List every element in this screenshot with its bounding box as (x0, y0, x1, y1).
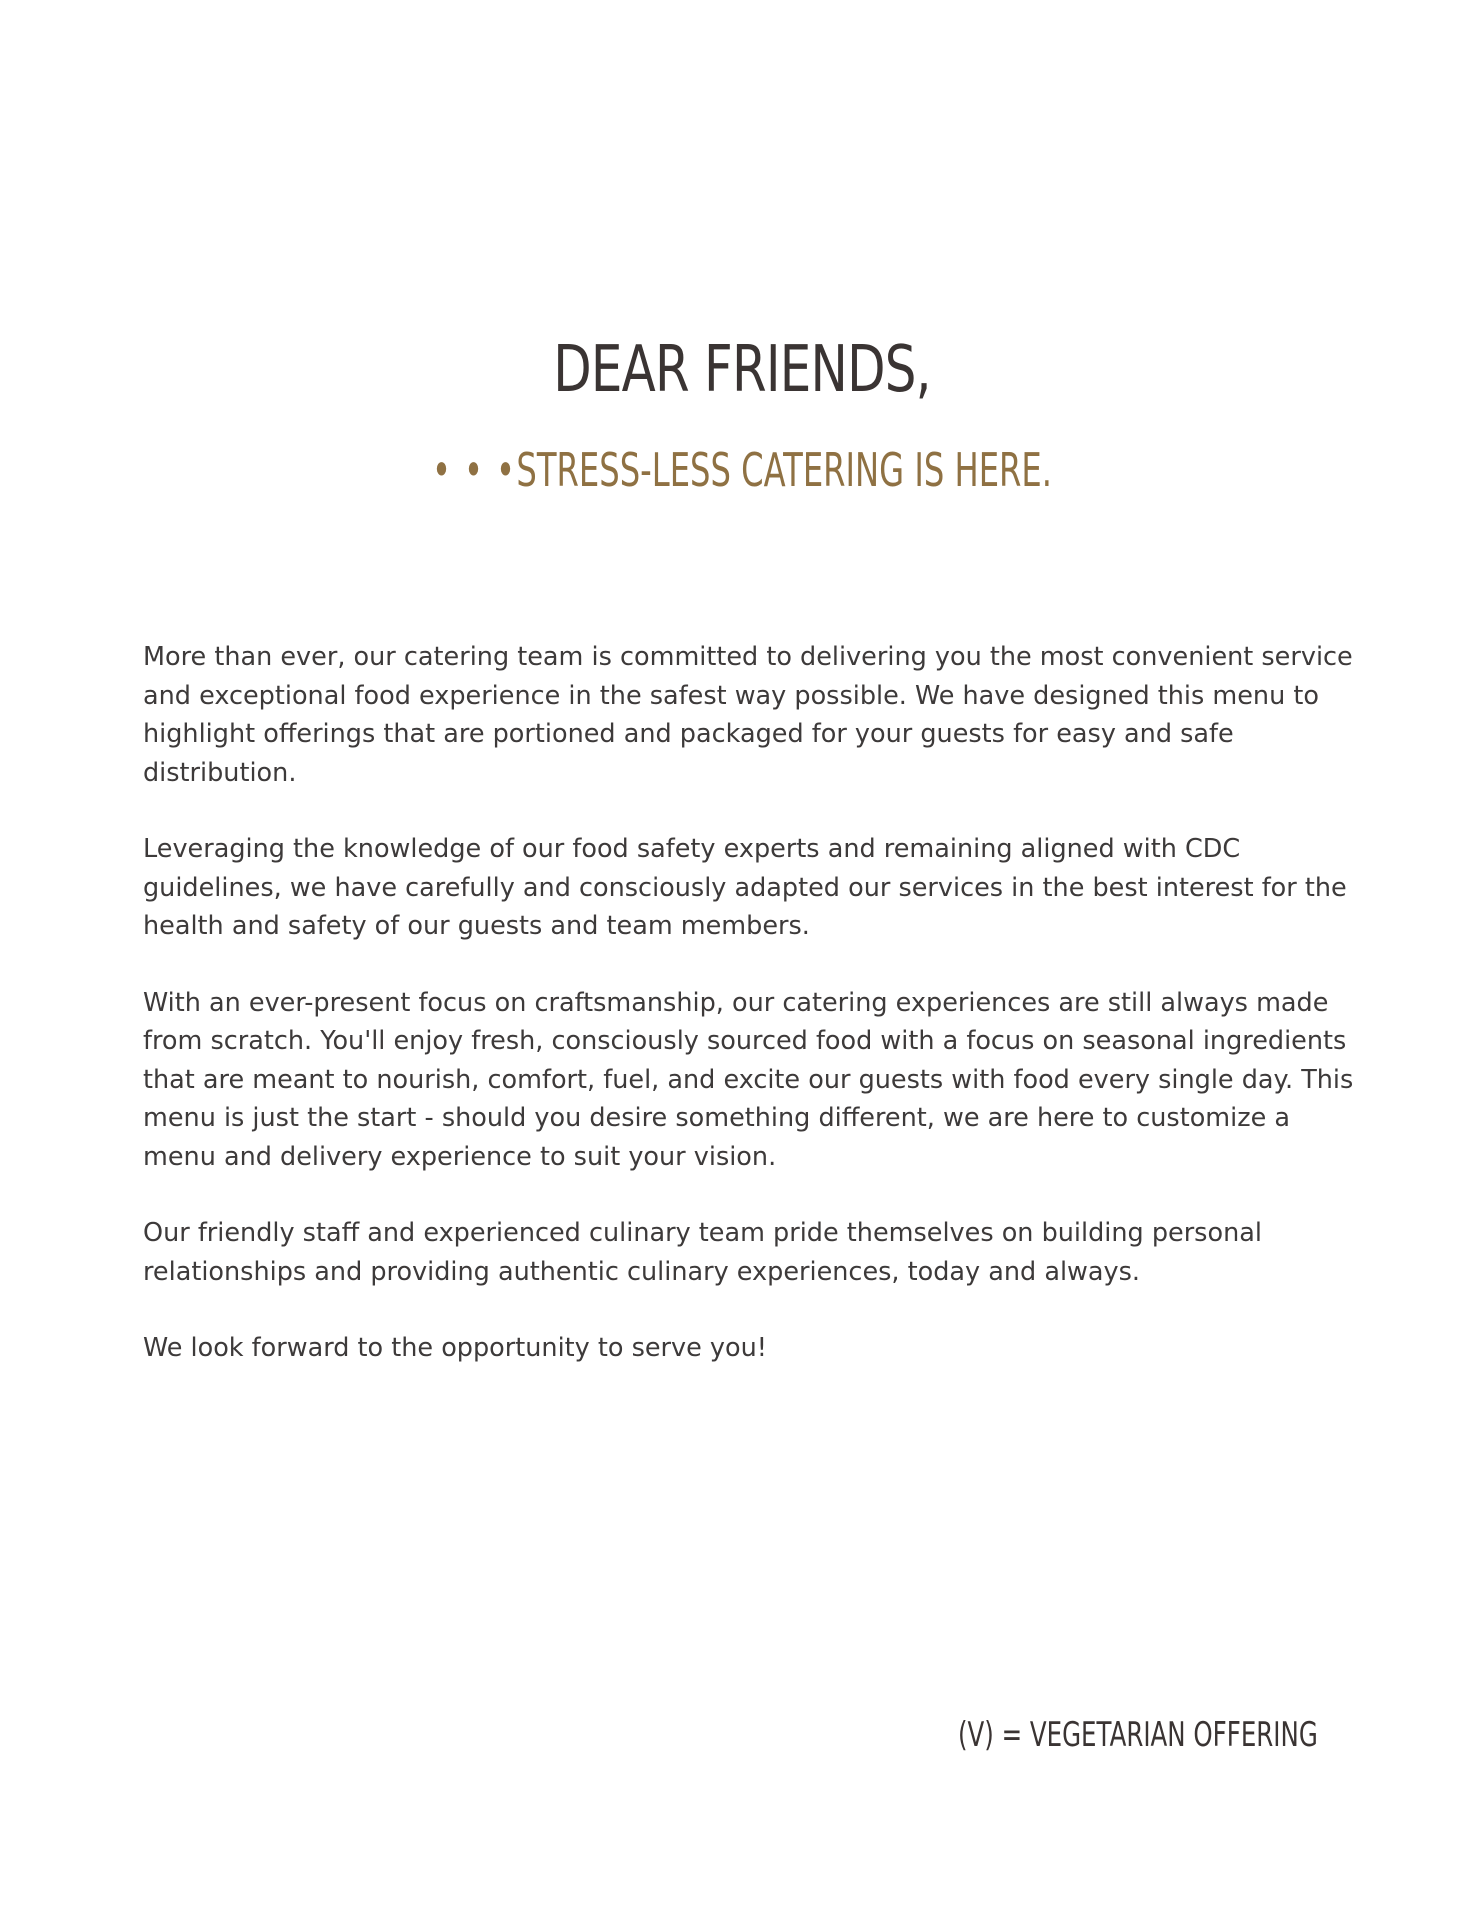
paragraph-staff: Our friendly staff and experienced culinary team pride themselves on building personal relationships and providing authentic culinary experiences, today and always. (143, 1218, 1262, 1287)
vegetarian-legend: (V) = VEGETARIAN OFFERING (958, 1715, 1318, 1755)
subtitle-text: STRESS-LESS CATERING IS HERE. (516, 443, 1053, 497)
paragraph-safety: Leveraging the knowledge of our food safety experts and remaining aligned with CDC guidelines, we have carefully and consciously adapted our services in the best interest for the health and safety of our guests and team members. (143, 834, 1347, 941)
paragraph-intro: More than ever, our catering team is committed to delivering you the most convenient service and exceptional food experience in the safest way possible. We have designed this menu to highlight offerings that are portioned and packaged for your guests for easy and safe distribution. (143, 642, 1353, 788)
paragraph-craftsmanship: With an ever-present focus on craftsmanship, our catering experiences are still always made from scratch. You'll enjoy fresh, consciously sourced food with a focus on seasonal ingredients that are meant to nourish, comfort, fuel, and excite our guests with food every single day. This menu is just the start - should you desire something different, we are here to customize a menu and delivery experience to suit your vision. (143, 987, 1354, 1172)
paragraph-closing: We look forward to the opportunity to serve you! (143, 1333, 767, 1363)
decorative-dots: • • • (431, 443, 517, 497)
page-title: DEAR FRIENDS, (553, 333, 931, 407)
letter-body (143, 638, 1358, 1406)
page-subtitle (223, 440, 1262, 500)
